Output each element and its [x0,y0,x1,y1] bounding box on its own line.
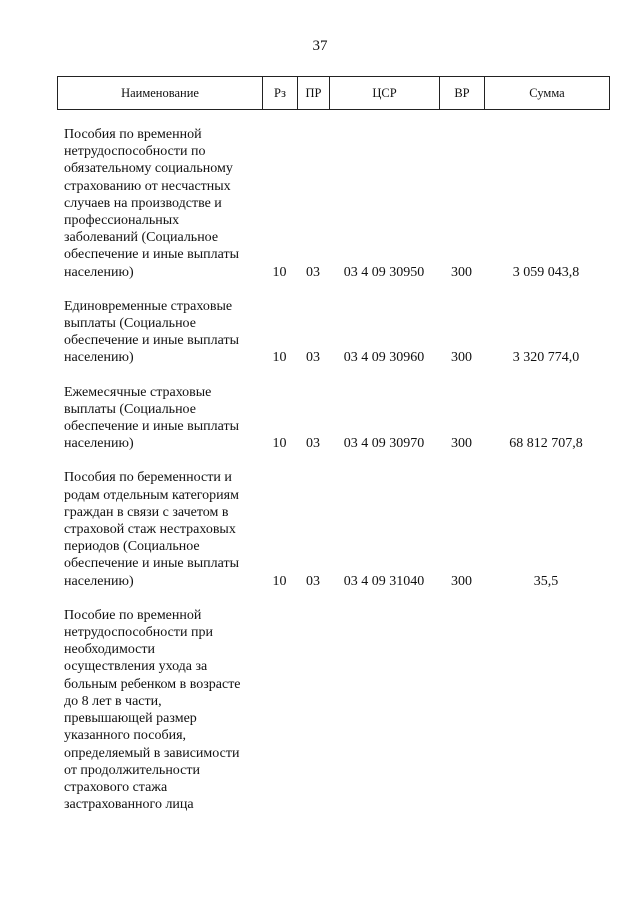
row-name: Пособия по временной нетрудоспособности по обязательному социальному страхованию от несчастных случаев на производстве и профессиональных заболеваний (Социальное обеспечение и иные выплаты населению) [64,127,239,280]
row-sum: 3 320 774,0 [512,350,580,366]
table-body [57,126,610,830]
row-sum: 3 059 043,8 [512,264,580,280]
row-vr: 300 [451,436,472,452]
header-vr: ВР [440,77,485,109]
row-rz: 10 [272,264,287,280]
row-pr: 03 [306,350,320,366]
table-row [57,607,610,813]
row-sum: 35,5 [533,573,559,589]
row-sum: 68 812 707,8 [509,436,583,452]
header-rz: Рз [263,77,298,109]
row-name: Ежемесячные страховые выплаты (Социальное обеспечение и иные выплаты населению) [64,384,239,452]
row-name: Пособие по временной нетрудоспособности при необходимости осуществления ухода за больным ребенком в возрасте до 8 лет в части, превышающей размер указанного пособия, определяемый в зависимости от продолжительности страхового стажа застрахованного лица [64,607,241,813]
row-csr: 03 4 09 30950 [343,264,425,280]
row-rz: 10 [272,436,287,452]
row-csr: 03 4 09 30960 [343,350,425,366]
page-number: 37 [312,38,328,54]
table-row [57,384,610,453]
row-rz: 10 [272,350,287,366]
table-header [57,76,610,110]
header-name: Наименование [58,77,263,109]
row-vr: 300 [451,350,472,366]
table-row [57,298,610,367]
table-row [57,126,610,281]
row-vr: 300 [451,573,472,589]
row-pr: 03 [306,436,320,452]
header-csr: ЦСР [330,77,440,109]
row-csr: 03 4 09 31040 [343,573,425,589]
row-name: Единовременные страховые выплаты (Социальное обеспечение и иные выплаты населению) [64,298,239,366]
row-name: Пособия по беременности и родам отдельным категориям граждан в связи с зачетом в страховой стаж нестраховых периодов (Социальное обеспечение и иные выплаты населению) [64,470,239,589]
row-vr: 300 [451,264,472,280]
row-csr: 03 4 09 30970 [343,436,425,452]
row-pr: 03 [306,573,320,589]
header-pr: ПР [298,77,330,109]
table-row [57,469,610,589]
row-rz: 10 [272,573,287,589]
header-sum: Сумма [529,85,565,100]
row-pr: 03 [306,264,320,280]
